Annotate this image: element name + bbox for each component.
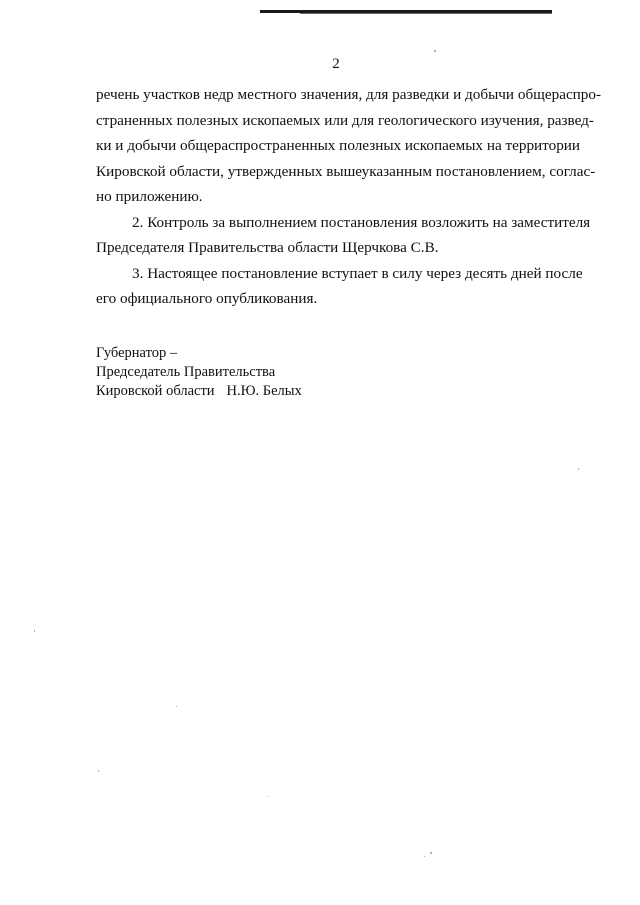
scan-speck: [578, 468, 579, 470]
signature-title-line-2: Председатель Правительства: [96, 364, 276, 380]
scan-speck: [98, 770, 99, 772]
paragraph-1-line-4: Кировской области, утвержденных вышеуказанным постановлением, соглас-: [96, 162, 596, 180]
signatory-name: Н.Ю. Белых: [226, 383, 302, 399]
scan-speck: [268, 796, 269, 797]
paragraph-2-line-1: 2. Контроль за выполнением постановления возложить на заместителя: [132, 213, 591, 231]
paragraph-3-line-1: 3. Настоящее постановление вступает в силу через десять дней после: [132, 264, 583, 282]
signature-title-line-3: Кировской области: [96, 383, 215, 399]
paragraph-3-line-2: его официального опубликования.: [96, 290, 318, 307]
paragraph-1-line-1: речень участков недр местного значения, для разведки и добычи общераспро-: [96, 86, 602, 103]
scan-speck: [424, 856, 425, 857]
scan-speck: [176, 706, 177, 707]
paragraph-1-line-3: ки и добычи общераспространенных полезных ископаемых на территории: [96, 137, 581, 154]
signature-block: [96, 344, 416, 401]
paragraph-1-line-2: страненных полезных ископаемых или для геологического изучения, развед-: [96, 111, 594, 129]
scan-speck: [434, 50, 436, 52]
paragraph-1-line-5: но приложению.: [96, 188, 203, 205]
document-body: [96, 82, 602, 312]
scan-speck: [34, 630, 35, 632]
page-number: 2: [332, 56, 340, 72]
scan-speck: [430, 852, 432, 854]
signature-title-line-1: Губернатор –: [96, 345, 178, 361]
paragraph-2-line-2: Председателя Правительства области Щерчкова С.В.: [96, 239, 439, 256]
signature-title-line-3-row: [96, 382, 416, 401]
header-rule-shadow: [300, 13, 552, 14]
